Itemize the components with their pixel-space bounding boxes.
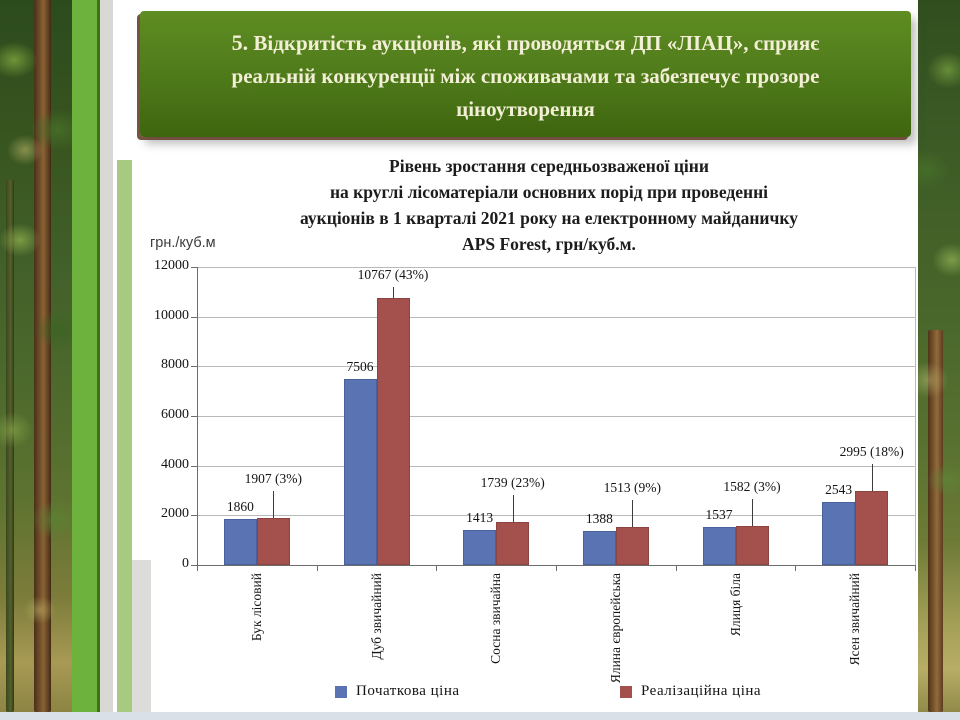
chart-panel xyxy=(150,145,918,712)
gridline xyxy=(197,267,915,268)
data-label-initial: 1860 xyxy=(226,498,254,514)
leader-line xyxy=(513,495,514,522)
green-stripe xyxy=(72,0,100,712)
bar-realized-5 xyxy=(855,491,888,565)
legend-swatch-realized xyxy=(620,686,632,698)
header-text: Відкритість аукціонів, які проводяться ДП «ЛІАЦ», сприяє xyxy=(253,31,820,55)
gridline xyxy=(197,317,915,318)
bar-initial-4 xyxy=(703,527,736,565)
pale-green-stripe xyxy=(117,160,132,712)
leader-line xyxy=(273,491,274,518)
plot-right-border xyxy=(915,267,916,566)
gridline xyxy=(197,416,915,417)
y-tick-label: 2000 xyxy=(161,506,189,522)
x-axis-tick xyxy=(915,565,916,571)
bar-initial-3 xyxy=(583,531,616,565)
bar-realized-4 xyxy=(736,526,769,565)
category-label: Ясен звичайний xyxy=(847,573,863,666)
legend-item-realized xyxy=(620,683,761,700)
x-axis-tick xyxy=(436,565,437,571)
category-label: Ялина європейська xyxy=(607,573,623,684)
leader-line xyxy=(752,499,753,526)
chart-title-line: Рівень зростання середньозваженої ціни xyxy=(389,156,709,176)
data-label-realized: 2995 (18%) xyxy=(839,443,904,459)
category-label: Сосна звичайна xyxy=(488,573,504,664)
y-axis-unit-label: грн./куб.м xyxy=(150,235,216,251)
legend-item-initial xyxy=(335,683,460,700)
data-label-realized: 1907 (3%) xyxy=(244,470,303,486)
forest-photo-left xyxy=(0,0,72,712)
category-label: Дуб звичайний xyxy=(368,573,384,660)
gridline xyxy=(197,466,915,467)
chart-title xyxy=(180,153,918,257)
gridline xyxy=(197,366,915,367)
header-box xyxy=(140,11,911,137)
data-label-initial: 1413 xyxy=(466,509,494,525)
bar-realized-0 xyxy=(257,518,290,565)
legend-label-initial: Початкова ціна xyxy=(356,683,460,699)
y-tick-label: 0 xyxy=(182,556,189,571)
gray-stripe-2 xyxy=(132,560,151,712)
bar-initial-2 xyxy=(463,530,496,565)
forest-photo-right xyxy=(918,0,960,712)
data-label-initial: 7506 xyxy=(346,358,374,374)
leader-line xyxy=(872,464,873,491)
chart-title-line: на круглі лісоматеріали основних порід при проведенні xyxy=(329,182,769,202)
header-line-1 xyxy=(140,26,911,60)
bar-realized-1 xyxy=(377,298,410,565)
data-label-realized: 10767 (43%) xyxy=(357,266,429,282)
chart-title-line: аукціонів в 1 кварталі 2021 року на електронному майданичку xyxy=(300,208,798,228)
bar-initial-1 xyxy=(344,379,377,565)
data-label-realized: 1513 (9%) xyxy=(603,480,662,496)
bar-initial-5 xyxy=(822,502,855,565)
bar-realized-2 xyxy=(496,522,529,565)
data-label-initial: 1537 xyxy=(705,506,733,522)
x-axis-tick xyxy=(795,565,796,571)
header-number: 5. xyxy=(231,30,249,55)
y-tick-label: 10000 xyxy=(154,307,189,323)
x-axis-tick xyxy=(556,565,557,571)
leader-line xyxy=(393,287,394,298)
y-tick-label: 6000 xyxy=(161,407,189,422)
legend-label-realized: Реалізаційна ціна xyxy=(641,683,762,699)
bar-realized-3 xyxy=(616,527,649,565)
data-label-realized: 1739 (23%) xyxy=(480,474,545,490)
data-label-realized: 1582 (3%) xyxy=(723,478,781,494)
y-axis-line xyxy=(197,267,198,565)
category-label: Бук лісовий xyxy=(248,573,264,642)
foliage xyxy=(0,0,72,712)
legend-swatch-initial xyxy=(335,686,347,698)
header-line-3: ціноутворення xyxy=(456,97,595,121)
y-tick-label: 4000 xyxy=(161,456,189,472)
foliage xyxy=(918,0,960,712)
x-axis-tick xyxy=(197,565,198,571)
header-line-2: реальній конкуренції між споживачами та забезпечує прозоре xyxy=(231,64,820,88)
chart-title-line: APS Forest, грн/куб.м. xyxy=(462,234,636,254)
bottom-strip xyxy=(0,712,960,720)
category-label: Ялиця біла xyxy=(727,573,743,637)
y-tick-label: 12000 xyxy=(154,258,189,273)
x-axis-tick xyxy=(676,565,677,571)
data-label-initial: 1388 xyxy=(585,510,613,526)
data-label-initial: 2543 xyxy=(825,481,853,497)
gray-stripe xyxy=(100,0,113,712)
y-tick-label: 8000 xyxy=(161,357,189,373)
x-axis-tick xyxy=(317,565,318,571)
bar-initial-0 xyxy=(224,519,257,565)
leader-line xyxy=(632,500,633,527)
